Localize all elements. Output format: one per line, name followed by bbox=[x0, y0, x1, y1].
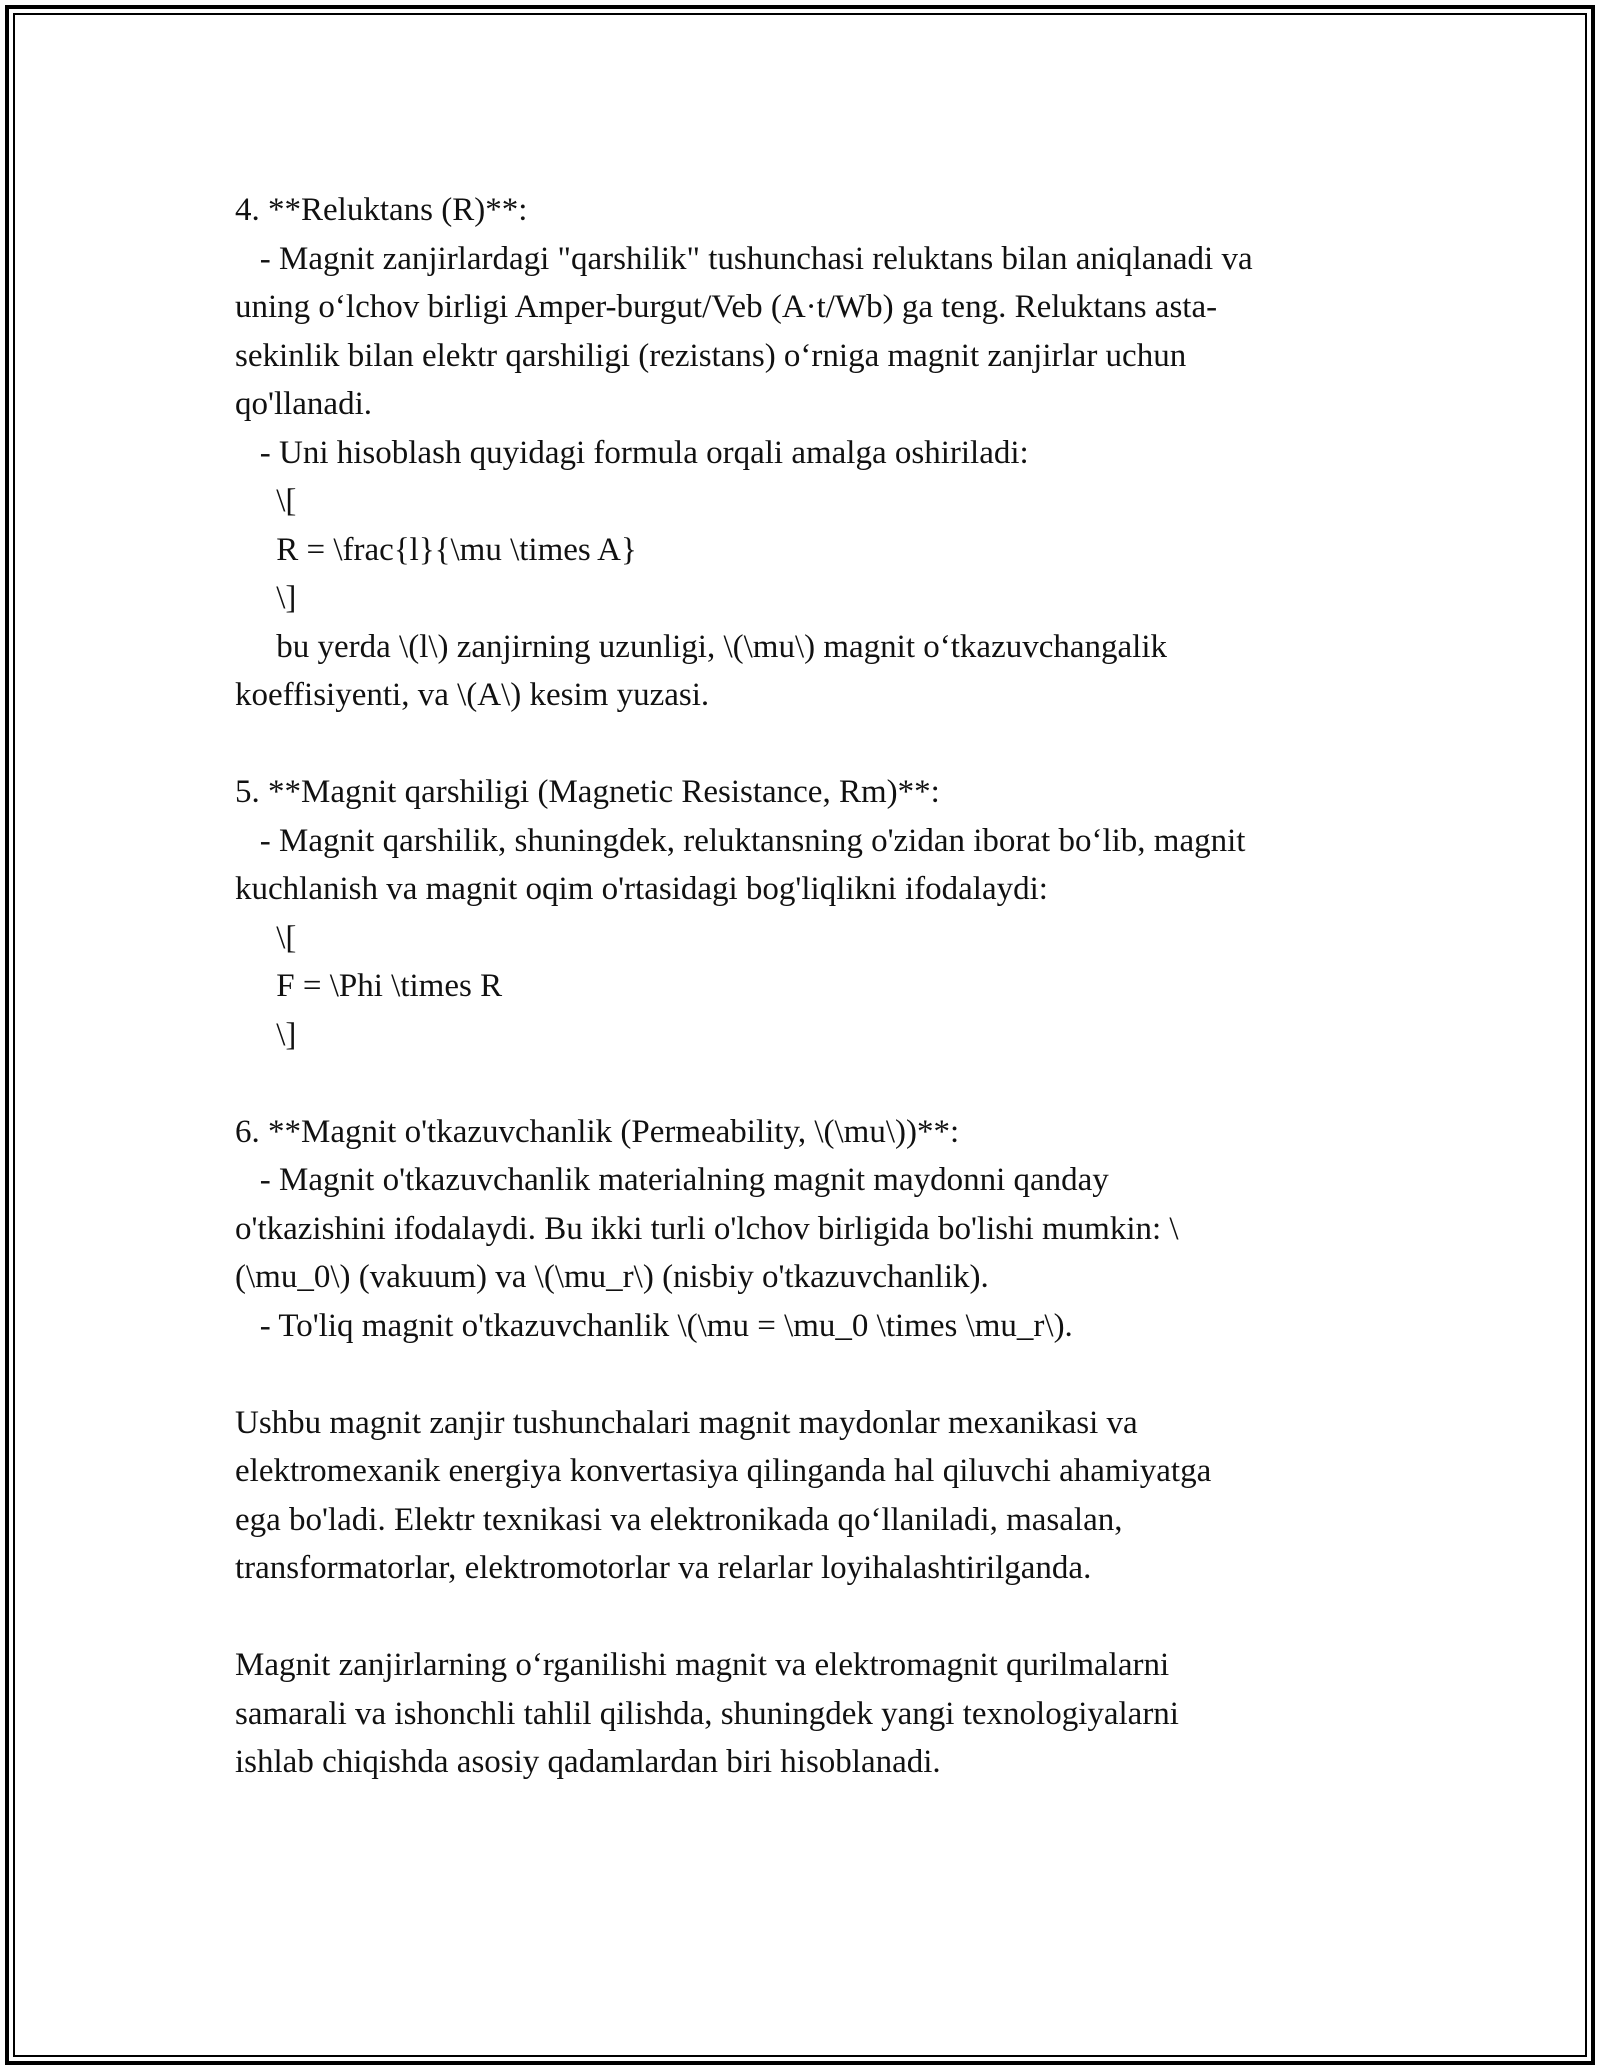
text-line: qo'llanadi. bbox=[235, 386, 372, 422]
document-body bbox=[235, 186, 1385, 1787]
text-line: Magnit zanjirlarning o‘rganilishi magnit va elektromagnit qurilmalarni bbox=[235, 1647, 1170, 1683]
paragraph-conclusion bbox=[235, 1641, 1385, 1787]
text-line: - Magnit o'tkazuvchanlik materialning magnit maydonni qanday bbox=[235, 1162, 1109, 1198]
text-line: elektromexanik energiya konvertasiya qilinganda hal qiluvchi ahamiyatga bbox=[235, 1453, 1212, 1489]
text-line: kuchlanish va magnit oqim o'rtasidagi bog'liqlikni ifodalaydi: bbox=[235, 871, 1048, 907]
text-line: o'tkazishini ifodalaydi. Bu ikki turli o'lchov birligida bo'lishi mumkin: \ bbox=[235, 1210, 1179, 1247]
text-line: transformatorlar, elektromotorlar va relarlar loyihalashtirilganda. bbox=[235, 1550, 1092, 1586]
section-permeability bbox=[235, 1108, 1385, 1351]
text-line: ega bo'ladi. Elektr texnikasi va elektronikada qo‘llaniladi, masalan, bbox=[235, 1501, 1123, 1538]
paragraph-spacer bbox=[235, 1059, 1385, 1108]
paragraph-spacer bbox=[235, 1350, 1385, 1399]
text-line: - Uni hisoblash quyidagi formula orqali amalga oshiriladi: bbox=[235, 434, 1029, 471]
formula-line: \[ bbox=[235, 919, 297, 956]
formula-line: F = \Phi \times R bbox=[235, 968, 503, 1004]
formula-line: \[ bbox=[235, 483, 297, 519]
text-line: (\mu_0\) (vakuum) va \(\mu_r\) (nisbiy o'tkazuvchanlik). bbox=[235, 1259, 989, 1295]
text-line: - Magnit zanjirlardagi "qarshilik" tushunchasi reluktans bilan aniqlanadi va bbox=[235, 240, 1253, 277]
text-line: 6. **Magnit o'tkazuvchanlik (Permeability, \(\mu\))**: bbox=[235, 1113, 960, 1150]
text-line: - To'liq magnit o'tkazuvchanlik \(\mu = \mu_0 \times \mu_r\). bbox=[235, 1307, 1073, 1344]
section-magnit-qarshiligi bbox=[235, 768, 1385, 1059]
text-line: bu yerda \(l\) zanjirning uzunligi, \(\mu\) magnit o‘tkazuvchangalik bbox=[235, 628, 1167, 665]
text-line: 4. **Reluktans (R)**: bbox=[235, 192, 528, 228]
text-line: sekinlik bilan elektr qarshiligi (rezistans) o‘rniga magnit zanjirlar uchun bbox=[235, 337, 1187, 374]
text-line: - Magnit qarshilik, shuningdek, reluktansning o'zidan iborat bo‘lib, magnit bbox=[235, 822, 1246, 859]
paragraph-spacer bbox=[235, 720, 1385, 769]
paragraph-summary bbox=[235, 1399, 1385, 1593]
text-line: koeffisiyenti, va \(A\) kesim yuzasi. bbox=[235, 677, 710, 713]
text-line: ishlab chiqishda asosiy qadamlardan biri hisoblanadi. bbox=[235, 1744, 941, 1780]
section-reluktans bbox=[235, 186, 1385, 720]
formula-line: \] bbox=[235, 580, 297, 616]
paragraph-spacer bbox=[235, 1593, 1385, 1642]
text-line: 5. **Magnit qarshiligi (Magnetic Resistance, Rm)**: bbox=[235, 774, 940, 810]
text-line: Ushbu magnit zanjir tushunchalari magnit maydonlar mexanikasi va bbox=[235, 1404, 1138, 1441]
formula-line: \] bbox=[235, 1016, 297, 1053]
formula-line: R = \frac{l}{\mu \times A} bbox=[235, 531, 637, 568]
text-line: uning o‘lchov birligi Amper-burgut/Veb (A·t/Wb) ga teng. Reluktans asta- bbox=[235, 289, 1218, 325]
text-line: samarali va ishonchli tahlil qilishda, shuningdek yangi texnologiyalarni bbox=[235, 1695, 1179, 1732]
